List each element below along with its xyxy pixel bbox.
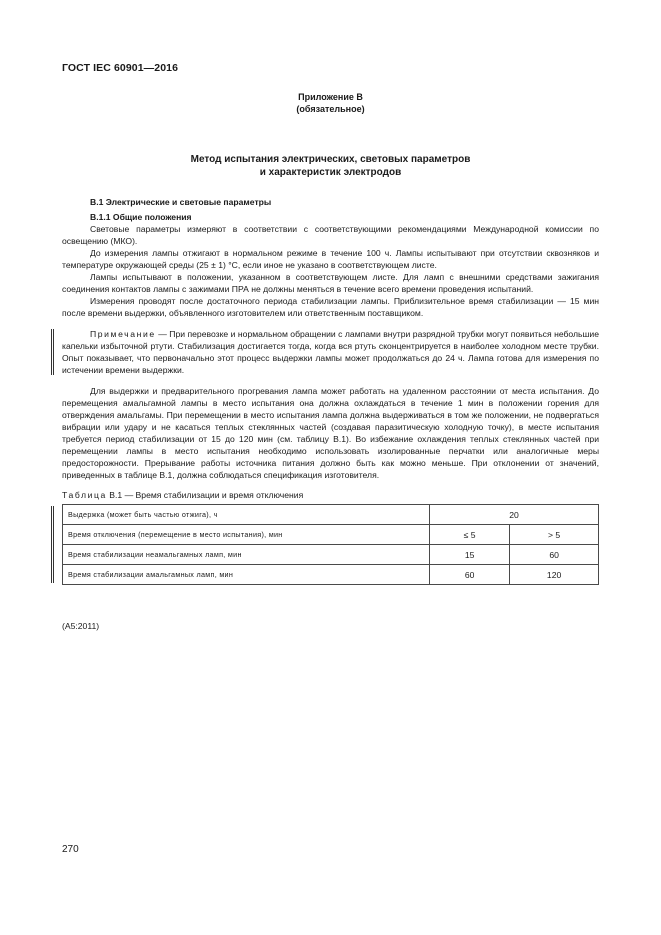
standard-code: ГОСТ IEC 60901—2016: [62, 62, 179, 74]
table-cell-value: > 5: [510, 525, 599, 545]
table-cell-value: 60: [430, 565, 510, 585]
table-caption-text: В.1 — Время стабилизации и время отключения: [106, 490, 304, 500]
table-caption: [62, 489, 599, 501]
table-cell-value: 15: [430, 545, 510, 565]
stabilization-table: [62, 504, 599, 585]
paragraph: Лампы испытывают в положении, указанном в соответствующем листе. Для ламп с внешними средствами зажигания соединения контактов лампы с зажимами ПРА не должны меняться в течение всего времени проведения испытаний.: [62, 272, 599, 294]
change-bar: [51, 329, 54, 375]
subsection-heading: В.1.1 Общие положения: [90, 212, 192, 222]
note: [62, 328, 599, 376]
appendix-status: (обязательное): [296, 104, 365, 114]
table-cell-label: Выдержка (может быть частью отжига), ч: [63, 505, 430, 525]
table-row: [63, 525, 599, 545]
appendix-heading: [0, 91, 661, 115]
paragraph: Световые параметры измеряют в соответствии с соответствующими рекомендациями Международной комиссии по освещению (МКО).: [62, 224, 599, 246]
table-row: [63, 505, 599, 525]
amendment-reference: (A5:2011): [62, 621, 100, 631]
table-cell-label: Время стабилизации амальгамных ламп, мин: [63, 565, 430, 585]
table-cell-value: 20: [430, 505, 599, 525]
note-label: Примечание: [90, 329, 156, 339]
main-content: [62, 196, 599, 585]
paragraph: До измерения лампы отжигают в нормальном режиме в течение 100 ч. Лампы испытывают при отсутствии сквозняков и температуре окружающей среды (25 ± 1) °С, если иное не указано в соответствующем листе.: [62, 248, 599, 270]
paragraph: Измерения проводят после достаточного периода стабилизации лампы. Приблизительное время стабилизации — 15 мин после времени выдержки, объявленного изготовителем или ответственным поставщиком.: [62, 296, 599, 318]
table-wrapper: [62, 504, 599, 585]
table-cell-label: Время стабилизации неамальгамных ламп, мин: [63, 545, 430, 565]
note-text: — При перевозке и нормальном обращении с лампами внутри разрядной трубки могут появиться небольшие капельки избыточной ртути. Стабилизация достигается тогда, когда вся ртуть сконцентрируется в наиболее холодном месте трубки. Опыт показывает, что первоначально этот процесс выдержки лампы может продолжаться до 24 ч. Лампа готова для измерения по истечении времени выдержки.: [62, 329, 599, 375]
table-caption-label: Таблица: [62, 490, 107, 500]
change-bar: [51, 506, 54, 583]
table-cell-value: ≤ 5: [430, 525, 510, 545]
document-title-line-1: Метод испытания электрических, световых параметров: [190, 154, 471, 165]
table-cell-value: 60: [510, 545, 599, 565]
section-heading: В.1 Электрические и световые параметры: [90, 197, 272, 207]
page-number: 270: [62, 844, 79, 855]
table-cell-label: Время отключения (перемещение в место испытания), мин: [63, 525, 430, 545]
document-title: [0, 153, 661, 179]
table-row: [63, 545, 599, 565]
paragraph: Для выдержки и предварительного прогревания лампа может работать на удаленном расстоянии от места испытания. До перемещения амальгамной лампы в место испытания она должна охлаждаться в течение 1 мин в положении горения для отверждения амальгамы. При перемещении в место испытания лампа должна выдерживаться в том же положении, не подвергаться вибрации или удару и не касаться теплых стеклянных частей (создавая паразитическую холодную точку), в месте испытания требуется период стабилизации от 15 до 120 мин (см. таблицу В.1). Во избежание охлаждения теплых стеклянных частей при перемещении лампы в место испытания необходимо использовать изолированные перчатки или аналогичные меры предосторожности. Прерывание работы источника питания должно быть как можно меньше. При отклонении от значений, приведенных в таблице В.1, должна соблюдаться спецификация изготовителя.: [62, 386, 599, 480]
table-row: [63, 565, 599, 585]
document-title-line-2: и характеристик электродов: [259, 167, 402, 178]
appendix-title: Приложение В: [298, 92, 363, 102]
table-cell-value: 120: [510, 565, 599, 585]
